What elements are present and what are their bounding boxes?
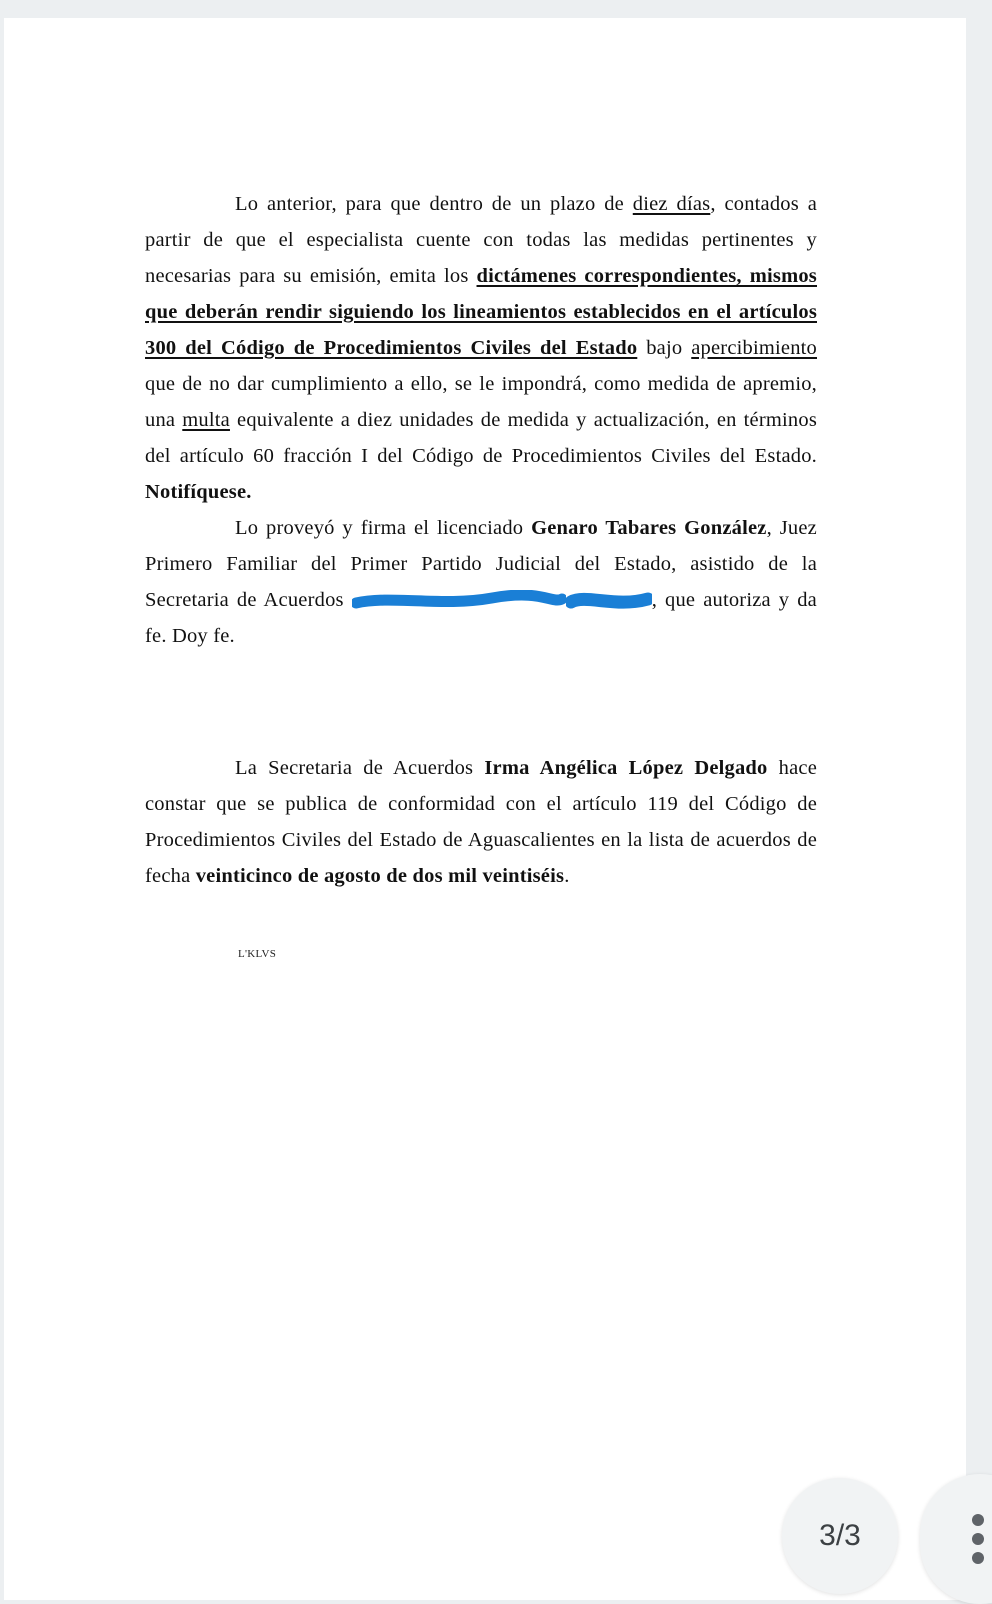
publication-date: veinticinco de agosto de dos mil veintiséis [195,865,565,887]
redaction-mark [352,590,566,612]
document-body [145,186,817,654]
page-indicator[interactable]: 3/3 [782,1478,898,1594]
text-segment: que de no dar cumplimiento a ello, se le impondrá, como medida de apremio, una [145,373,817,431]
text-segment: Lo proveyó y firma el licenciado [235,517,532,539]
text-underlined: multa [182,409,230,431]
text-bold-underlined: dictámenes correspondientes, mismos que deberán rendir siguiendo los lineamientos establecidos en el artículos 300 del Código de Procedimientos Civiles del Estado [145,265,817,359]
text-segment: La Secretaria de Acuerdos [235,757,485,779]
text-bold: Notifíquese. [145,481,252,503]
text-underlined: diez días [632,193,711,215]
text-underlined: apercibimiento [691,337,817,359]
text-segment: Lo anterior, para que dentro de un plazo de [235,193,633,215]
text-segment: . [564,865,570,887]
paragraph-order [145,186,817,510]
paragraph-publication [145,750,817,894]
text-segment: equivalente a diez unidades de medida y actualización, en términos del artículo 60 fracción I del Código de Procedimientos Civiles del Estado. [145,409,817,467]
redaction-mark [566,588,652,614]
text-segment: , contados a partir de que el especialista cuente con todas las medidas pertinentes y necesarias para su emisión, emita los [145,193,818,287]
text-segment: hace constar que se publica de conformidad con el artículo 119 del Código de Procedimientos Civiles del Estado de Aguascalientes en la lista de acuerdos de fecha [145,757,818,887]
secretary-name: Irma Angélica López Delgado [484,757,768,779]
typist-initials: L'KLVS [238,948,277,960]
publication-note [145,750,817,894]
paragraph-signature [145,510,817,654]
judge-name: Genaro Tabares González [531,517,767,539]
text-segment: , Juez Primero Familiar del Primer Partido Judicial del Estado, asistido de la Secretaria de Acuerdos [145,517,817,611]
text-segment: bajo [637,337,692,359]
text-segment: , que autoriza y da fe. Doy fe. [145,589,817,647]
